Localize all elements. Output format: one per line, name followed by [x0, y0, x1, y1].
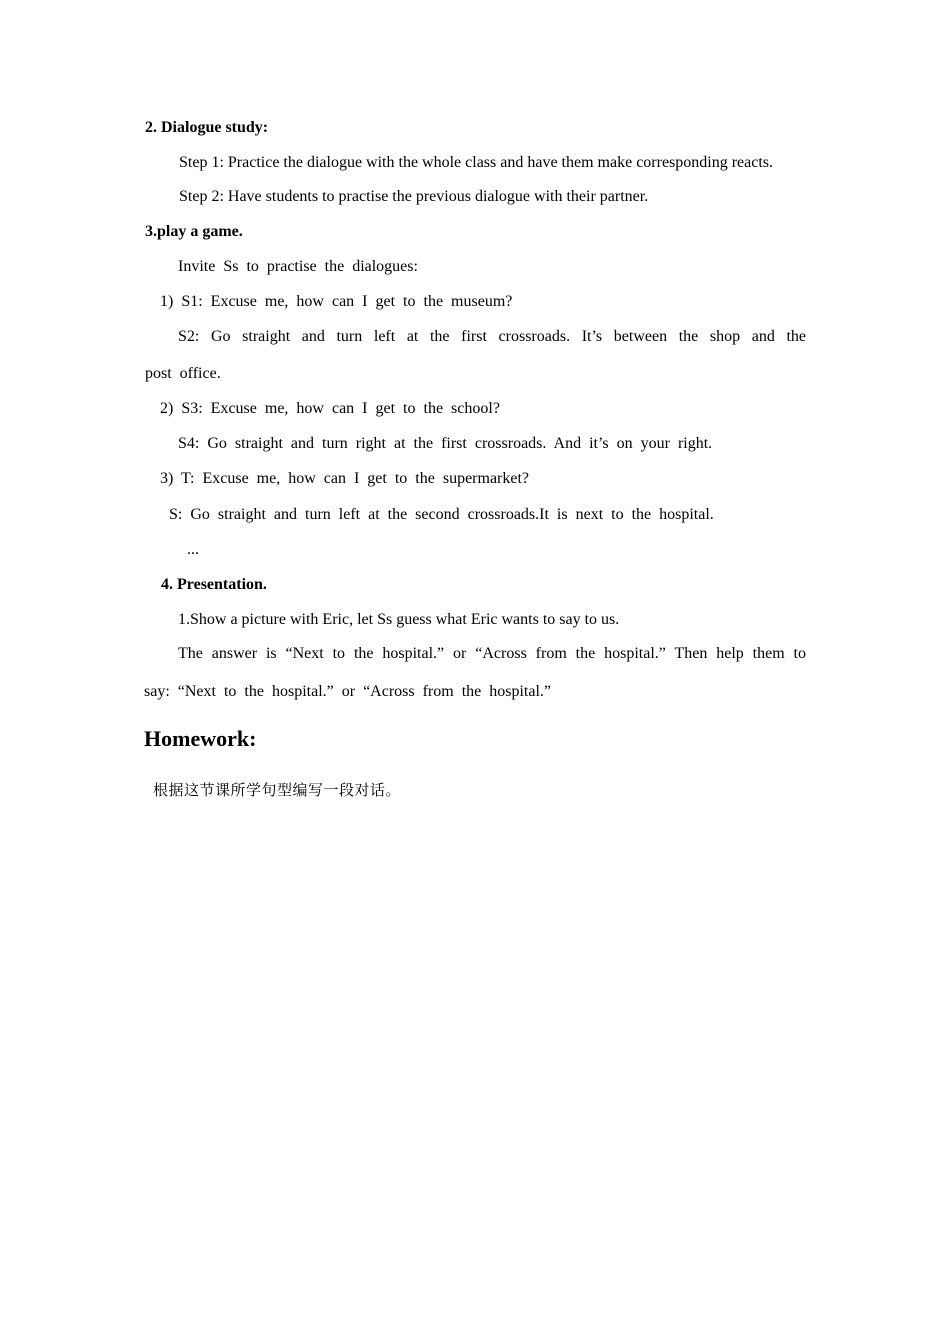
dialogue-ellipsis: ... — [187, 541, 199, 558]
presentation-answer-line-1: The answer is “Next to the hospital.” or “Across from the hospital.” Then help them to — [178, 645, 806, 662]
step-1-text: Step 1: Practice the dialogue with the whole class and have them make corresponding reacts. — [179, 154, 774, 171]
dialogue-1-s2-line-2: post office. — [145, 365, 221, 382]
step-2-text: Step 2: Have students to practise the previous dialogue with their partner. — [179, 188, 649, 205]
dialogue-2-s4: S4: Go straight and turn right at the first crossroads. And it’s on your right. — [178, 435, 713, 452]
dialogue-2-s3: 2) S3: Excuse me, how can I get to the school? — [160, 400, 500, 417]
dialogue-1-s1: 1) S1: Excuse me, how can I get to the museum? — [160, 293, 513, 310]
homework-heading: Homework: — [144, 726, 257, 751]
dialogue-3-t: 3) T: Excuse me, how can I get to the supermarket? — [160, 470, 530, 487]
dialogue-1-s2-line-1: S2: Go straight and turn left at the first crossroads. It’s between the shop and the — [178, 328, 806, 345]
game-intro: Invite Ss to practise the dialogues: — [178, 258, 418, 275]
presentation-item-1: 1.Show a picture with Eric, let Ss guess what Eric wants to say to us. — [178, 611, 620, 628]
section-2-heading: 2. Dialogue study: — [145, 119, 269, 136]
section-4-heading: 4. Presentation. — [161, 576, 267, 593]
section-3-heading: 3.play a game. — [145, 223, 243, 240]
dialogue-3-s: S: Go straight and turn left at the second crossroads.It is next to the hospital. — [169, 506, 714, 523]
homework-task: 根据这节课所学句型编写一段对话。 — [153, 781, 402, 799]
presentation-answer-line-2: say: “Next to the hospital.” or “Across from the hospital.” — [144, 683, 552, 700]
